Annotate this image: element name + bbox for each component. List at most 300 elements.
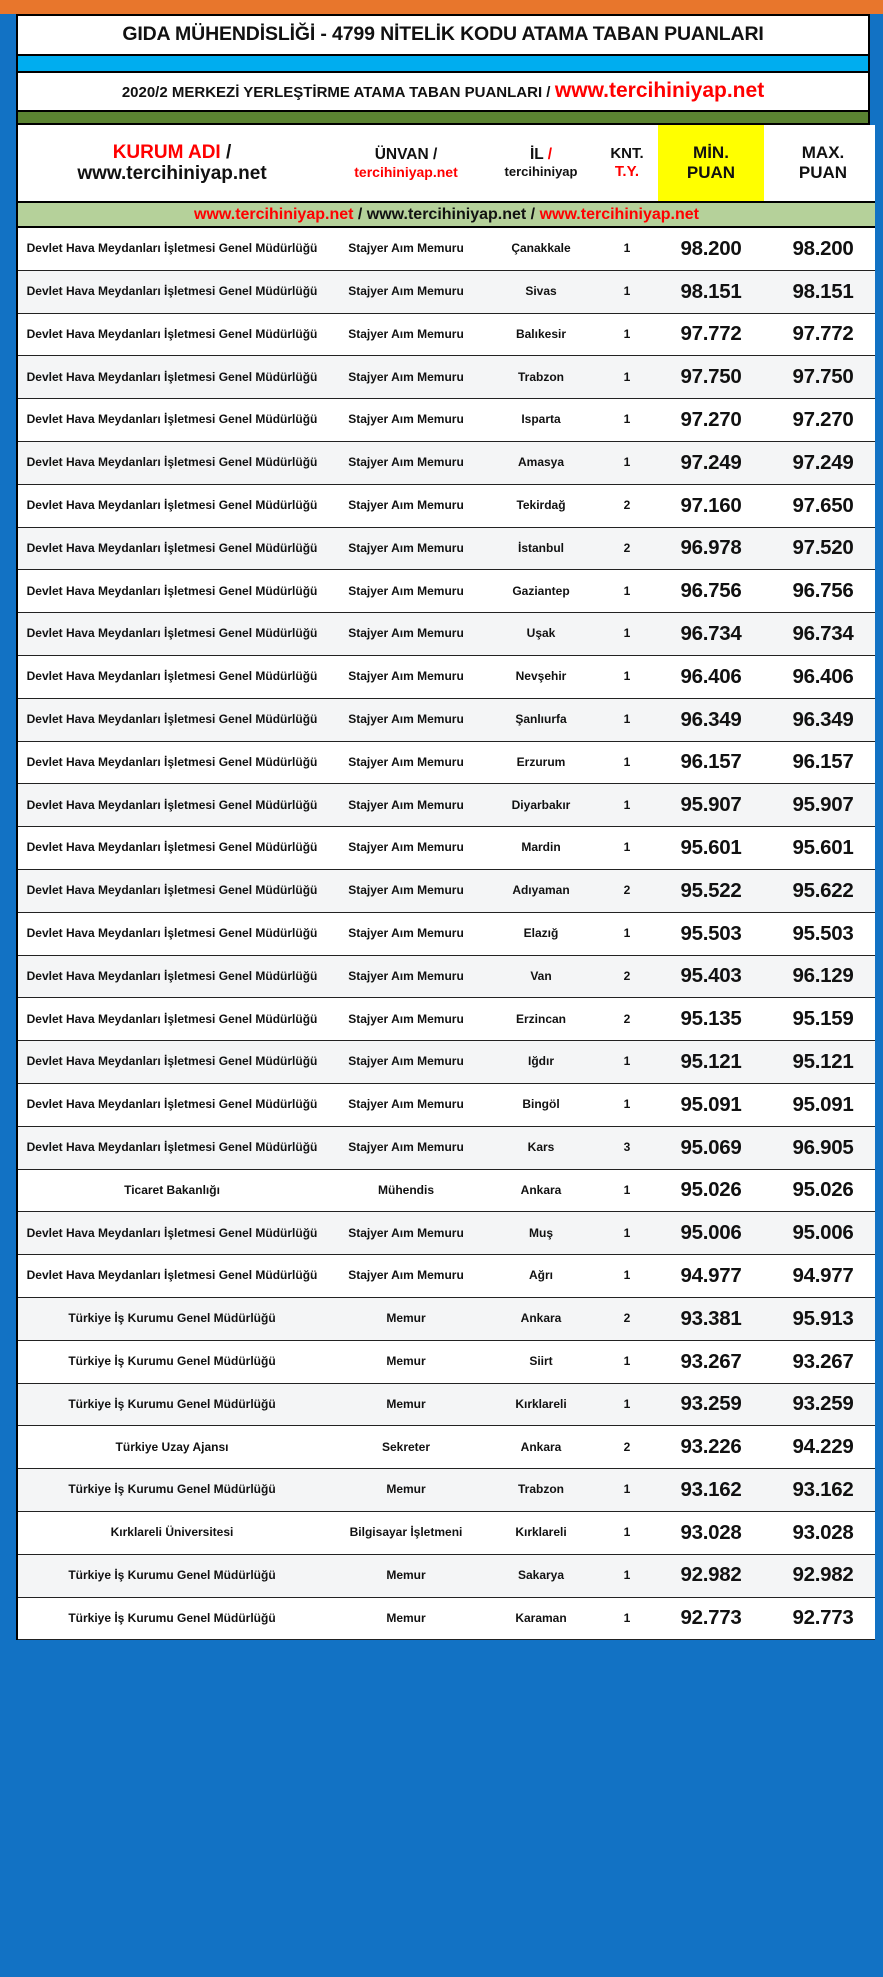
promo-sep-1: / [353,205,367,223]
column-separator [479,912,486,955]
column-separator [651,1554,658,1597]
column-separator [326,869,333,912]
column-separator [651,1297,658,1340]
header-unvan-site: tercihiniyap.net [354,163,458,180]
cell-max-puan: 96.734 [771,613,875,656]
header-il-site: tercihiniyap [504,164,578,180]
cell-min-puan: 98.151 [658,270,764,313]
cell-il: Çanakkale [486,227,596,270]
cyan-divider [18,56,868,73]
cell-kurum: Devlet Hava Meydanları İşletmesi Genel Müdürlüğü [18,998,326,1041]
cell-min-puan: 95.121 [658,1041,764,1084]
green-divider [18,112,868,125]
column-separator [764,912,771,955]
cell-max-puan: 95.622 [771,869,875,912]
column-separator [326,1554,333,1597]
cell-max-puan: 95.006 [771,1212,875,1255]
column-separator [651,998,658,1041]
subtitle-site-link[interactable]: www.tercihiniyap.net [554,79,765,102]
column-separator [326,1169,333,1212]
column-separator [596,227,603,270]
cell-knt: 2 [603,484,651,527]
column-separator [479,869,486,912]
cell-knt: 1 [603,1383,651,1426]
cell-kurum: Devlet Hava Meydanları İşletmesi Genel Müdürlüğü [18,955,326,998]
cell-unvan: Memur [333,1383,479,1426]
cell-unvan: Stajyer Aım Memuru [333,955,479,998]
promo-strip-row [18,202,875,227]
cell-knt: 1 [603,1041,651,1084]
header-kurum [18,125,326,202]
cell-max-puan: 96.349 [771,698,875,741]
cell-max-puan: 94.977 [771,1255,875,1298]
cell-kurum: Devlet Hava Meydanları İşletmesi Genel Müdürlüğü [18,313,326,356]
column-separator [596,570,603,613]
cell-kurum: Devlet Hava Meydanları İşletmesi Genel Müdürlüğü [18,741,326,784]
header-max-line1: MAX. [801,142,845,162]
cell-min-puan: 95.403 [658,955,764,998]
column-separator [479,613,486,656]
cell-knt: 1 [603,1554,651,1597]
cell-max-puan: 96.157 [771,741,875,784]
column-separator [764,827,771,870]
column-separator [651,912,658,955]
column-separator [326,1511,333,1554]
column-separator [596,1212,603,1255]
table-row [18,655,875,698]
column-separator [596,484,603,527]
cell-knt: 1 [603,655,651,698]
column-separator [596,441,603,484]
cell-knt: 1 [603,227,651,270]
promo-link-2[interactable]: www.tercihiniyap.net [366,205,527,223]
column-separator [651,1383,658,1426]
column-separator [596,1340,603,1383]
cell-min-puan: 93.226 [658,1426,764,1469]
column-separator [596,1041,603,1084]
cell-il: Adıyaman [486,869,596,912]
header-max-puan [771,125,875,202]
cell-unvan: Stajyer Aım Memuru [333,655,479,698]
column-separator [764,570,771,613]
cell-min-puan: 97.270 [658,399,764,442]
column-separator [479,1126,486,1169]
table-row [18,1255,875,1298]
column-separator [651,784,658,827]
table-row [18,1083,875,1126]
cell-knt: 1 [603,1212,651,1255]
sheet [16,14,870,1640]
column-separator [764,613,771,656]
column-separator [651,1169,658,1212]
cell-min-puan: 97.750 [658,356,764,399]
cell-min-puan: 96.157 [658,741,764,784]
cell-min-puan: 98.200 [658,227,764,270]
cell-max-puan: 98.151 [771,270,875,313]
cell-max-puan: 92.982 [771,1554,875,1597]
cell-min-puan: 95.135 [658,998,764,1041]
cell-il: Nevşehir [486,655,596,698]
cell-unvan: Memur [333,1297,479,1340]
column-separator [596,698,603,741]
column-separator [764,1041,771,1084]
column-separator [596,998,603,1041]
table-row [18,1212,875,1255]
cell-max-puan: 95.026 [771,1169,875,1212]
cell-min-puan: 95.006 [658,1212,764,1255]
column-separator [326,1597,333,1640]
cell-kurum: Türkiye İş Kurumu Genel Müdürlüğü [18,1469,326,1512]
cell-min-puan: 95.907 [658,784,764,827]
promo-strip[interactable] [18,202,875,227]
cell-unvan: Mühendis [333,1169,479,1212]
cell-unvan: Stajyer Aım Memuru [333,784,479,827]
cell-max-puan: 95.907 [771,784,875,827]
cell-unvan: Memur [333,1340,479,1383]
cell-min-puan: 95.522 [658,869,764,912]
column-separator [651,1340,658,1383]
column-separator [596,1469,603,1512]
column-separator [596,1083,603,1126]
column-separator [596,741,603,784]
column-separator [764,1469,771,1512]
column-separator [479,1212,486,1255]
column-separator [764,1169,771,1212]
cell-max-puan: 95.091 [771,1083,875,1126]
column-separator [764,1511,771,1554]
column-separator [479,1597,486,1640]
cell-min-puan: 95.069 [658,1126,764,1169]
top-orange-strip [0,0,883,14]
column-separator [596,313,603,356]
column-separator [764,1126,771,1169]
column-separator [326,1212,333,1255]
promo-link-3[interactable]: www.tercihiniyap.net [539,205,699,223]
column-separator [596,527,603,570]
cell-max-puan: 96.756 [771,570,875,613]
table-row [18,227,875,270]
cell-kurum: Türkiye Uzay Ajansı [18,1426,326,1469]
cell-max-puan: 97.520 [771,527,875,570]
cell-il: Gaziantep [486,570,596,613]
column-separator [651,1083,658,1126]
table-row [18,998,875,1041]
column-separator [326,356,333,399]
column-separator [326,698,333,741]
column-separator [326,827,333,870]
cell-knt: 1 [603,912,651,955]
column-separator [651,955,658,998]
column-separator [651,399,658,442]
table-row [18,1554,875,1597]
table-row [18,1383,875,1426]
column-separator [651,741,658,784]
table-row [18,784,875,827]
cell-unvan: Sekreter [333,1426,479,1469]
cell-knt: 1 [603,1255,651,1298]
cell-unvan: Stajyer Aım Memuru [333,613,479,656]
column-separator [651,356,658,399]
column-separator [479,484,486,527]
cell-knt: 1 [603,399,651,442]
cell-knt: 1 [603,313,651,356]
column-separator [596,270,603,313]
column-separator [764,356,771,399]
column-separator [596,1126,603,1169]
cell-min-puan: 93.259 [658,1383,764,1426]
column-separator [479,1340,486,1383]
cell-max-puan: 96.129 [771,955,875,998]
cell-min-puan: 94.977 [658,1255,764,1298]
column-separator [764,1083,771,1126]
cell-min-puan: 93.162 [658,1469,764,1512]
column-separator [764,399,771,442]
column-separator [651,613,658,656]
table-header-row [18,125,875,202]
cell-unvan: Stajyer Aım Memuru [333,399,479,442]
column-separator [651,1469,658,1512]
cell-unvan: Stajyer Aım Memuru [333,698,479,741]
table-row [18,698,875,741]
cell-il: Ağrı [486,1255,596,1298]
column-separator [596,1297,603,1340]
cell-unvan: Stajyer Aım Memuru [333,1041,479,1084]
table-row [18,1511,875,1554]
column-separator [326,1426,333,1469]
cell-il: Elazığ [486,912,596,955]
column-separator [326,125,333,202]
column-separator [479,356,486,399]
cell-unvan: Stajyer Aım Memuru [333,741,479,784]
cell-kurum: Devlet Hava Meydanları İşletmesi Genel Müdürlüğü [18,356,326,399]
header-il-slash: / [543,146,553,164]
table-row [18,570,875,613]
column-separator [479,784,486,827]
cell-max-puan: 93.267 [771,1340,875,1383]
column-separator [479,313,486,356]
cell-kurum: Devlet Hava Meydanları İşletmesi Genel Müdürlüğü [18,698,326,741]
column-separator [596,1255,603,1298]
cell-il: Erzurum [486,741,596,784]
column-separator [764,1255,771,1298]
cell-unvan: Stajyer Aım Memuru [333,827,479,870]
column-separator [651,1511,658,1554]
table-row [18,1041,875,1084]
column-separator [596,1597,603,1640]
column-separator [326,1340,333,1383]
cell-max-puan: 97.270 [771,399,875,442]
header-unvan-slash: / [428,145,438,163]
cell-unvan: Stajyer Aım Memuru [333,869,479,912]
column-separator [764,998,771,1041]
cell-unvan: Stajyer Aım Memuru [333,441,479,484]
column-separator [479,227,486,270]
scores-table [18,125,875,1640]
cell-max-puan: 97.650 [771,484,875,527]
cell-il: Şanlıurfa [486,698,596,741]
column-separator [326,570,333,613]
column-separator [651,827,658,870]
cell-il: Sakarya [486,1554,596,1597]
column-separator [326,313,333,356]
column-separator [764,125,771,202]
column-separator [596,827,603,870]
column-separator [596,399,603,442]
cell-unvan: Stajyer Aım Memuru [333,1255,479,1298]
column-separator [764,741,771,784]
column-separator [326,1383,333,1426]
cell-max-puan: 97.772 [771,313,875,356]
cell-unvan: Stajyer Aım Memuru [333,1083,479,1126]
column-separator [764,1597,771,1640]
cell-kurum: Devlet Hava Meydanları İşletmesi Genel Müdürlüğü [18,1083,326,1126]
cell-il: Erzincan [486,998,596,1041]
cell-max-puan: 95.159 [771,998,875,1041]
cell-max-puan: 93.259 [771,1383,875,1426]
cell-il: Kırklareli [486,1383,596,1426]
column-separator [764,655,771,698]
cell-il: Amasya [486,441,596,484]
column-separator [596,869,603,912]
column-separator [326,912,333,955]
header-min-line1: MİN. [693,142,729,162]
cell-il: Iğdır [486,1041,596,1084]
column-separator [479,441,486,484]
column-separator [479,1041,486,1084]
column-separator [596,784,603,827]
table-row [18,1126,875,1169]
cell-max-puan: 93.162 [771,1469,875,1512]
cell-min-puan: 92.773 [658,1597,764,1640]
cell-il: Tekirdağ [486,484,596,527]
column-separator [764,313,771,356]
cell-knt: 1 [603,1469,651,1512]
cell-min-puan: 95.026 [658,1169,764,1212]
table-row [18,313,875,356]
cell-unvan: Stajyer Aım Memuru [333,484,479,527]
cell-kurum: Devlet Hava Meydanları İşletmesi Genel Müdürlüğü [18,441,326,484]
column-separator [596,1511,603,1554]
cell-min-puan: 97.160 [658,484,764,527]
column-separator [326,399,333,442]
column-separator [479,399,486,442]
column-separator [479,527,486,570]
cell-kurum: Devlet Hava Meydanları İşletmesi Genel Müdürlüğü [18,1255,326,1298]
header-min-puan [658,125,764,202]
table-row [18,356,875,399]
column-separator [596,955,603,998]
column-separator [326,270,333,313]
header-kurum-site: www.tercihiniyap.net [77,163,267,184]
cell-min-puan: 92.982 [658,1554,764,1597]
column-separator [596,125,603,202]
cell-knt: 1 [603,441,651,484]
cell-unvan: Stajyer Aım Memuru [333,356,479,399]
promo-link-1[interactable]: www.tercihiniyap.net [194,205,354,223]
cell-knt: 1 [603,1511,651,1554]
column-separator [651,655,658,698]
column-separator [764,1212,771,1255]
column-separator [764,441,771,484]
cell-unvan: Memur [333,1469,479,1512]
table-row [18,1169,875,1212]
column-separator [596,356,603,399]
header-kurum-slash: / [220,141,232,163]
column-separator [651,1597,658,1640]
cell-knt: 1 [603,356,651,399]
cell-max-puan: 96.406 [771,655,875,698]
table-row [18,1297,875,1340]
column-separator [764,1554,771,1597]
cell-kurum: Devlet Hava Meydanları İşletmesi Genel Müdürlüğü [18,1212,326,1255]
cell-unvan: Stajyer Aım Memuru [333,270,479,313]
cell-il: Bingöl [486,1083,596,1126]
cell-knt: 1 [603,784,651,827]
cell-knt: 2 [603,1297,651,1340]
column-separator [326,998,333,1041]
column-separator [479,698,486,741]
cell-knt: 1 [603,570,651,613]
cell-kurum: Devlet Hava Meydanları İşletmesi Genel Müdürlüğü [18,912,326,955]
cell-il: Balıkesir [486,313,596,356]
cell-kurum: Türkiye İş Kurumu Genel Müdürlüğü [18,1597,326,1640]
cell-kurum: Devlet Hava Meydanları İşletmesi Genel Müdürlüğü [18,784,326,827]
column-separator [651,227,658,270]
cell-kurum: Kırklareli Üniversitesi [18,1511,326,1554]
column-separator [479,998,486,1041]
cell-knt: 2 [603,527,651,570]
cell-knt: 2 [603,1426,651,1469]
cell-unvan: Stajyer Aım Memuru [333,527,479,570]
cell-knt: 1 [603,270,651,313]
column-separator [596,1554,603,1597]
cell-knt: 1 [603,741,651,784]
cell-knt: 2 [603,869,651,912]
column-separator [479,1083,486,1126]
header-il [486,125,596,202]
table-row [18,955,875,998]
table-row [18,613,875,656]
cell-min-puan: 96.756 [658,570,764,613]
cell-kurum: Devlet Hava Meydanları İşletmesi Genel Müdürlüğü [18,869,326,912]
cell-kurum: Türkiye İş Kurumu Genel Müdürlüğü [18,1383,326,1426]
cell-knt: 3 [603,1126,651,1169]
cell-max-puan: 94.229 [771,1426,875,1469]
cell-kurum: Devlet Hava Meydanları İşletmesi Genel Müdürlüğü [18,655,326,698]
table-row [18,270,875,313]
cell-il: Muş [486,1212,596,1255]
column-separator [479,570,486,613]
cell-knt: 1 [603,1340,651,1383]
column-separator [596,912,603,955]
column-separator [326,655,333,698]
table-row [18,484,875,527]
column-separator [764,484,771,527]
column-separator [479,1554,486,1597]
column-separator [479,1255,486,1298]
cell-il: Ankara [486,1297,596,1340]
cell-kurum: Türkiye İş Kurumu Genel Müdürlüğü [18,1554,326,1597]
column-separator [479,827,486,870]
column-separator [479,955,486,998]
cell-il: Karaman [486,1597,596,1640]
column-separator [479,1469,486,1512]
column-separator [764,698,771,741]
column-separator [326,741,333,784]
column-separator [479,1169,486,1212]
column-separator [479,1511,486,1554]
cell-kurum: Devlet Hava Meydanları İşletmesi Genel Müdürlüğü [18,570,326,613]
